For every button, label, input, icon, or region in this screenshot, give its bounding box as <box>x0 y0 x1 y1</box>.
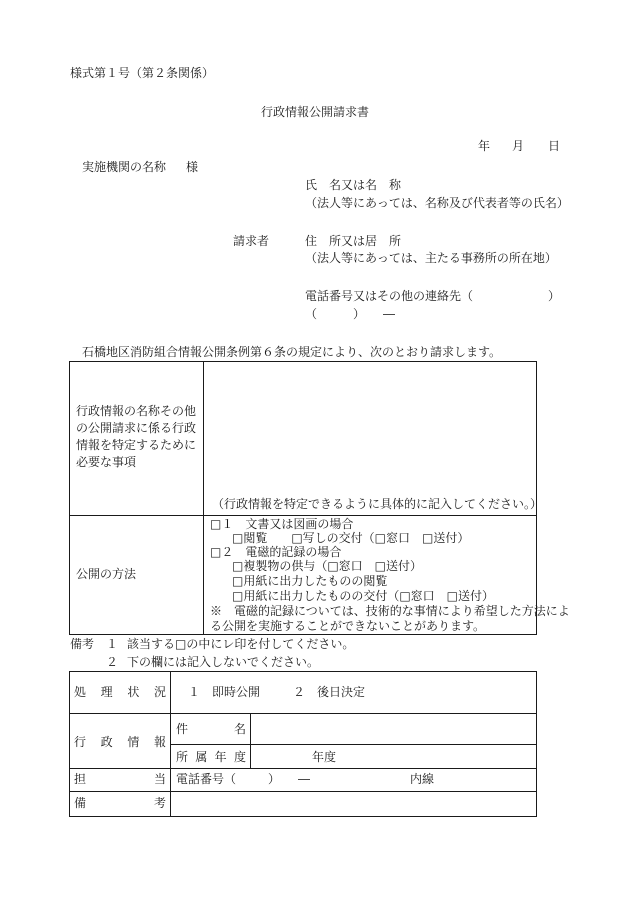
requester-address-label: 住 所又は居 所 <box>305 234 402 248</box>
remarks-text-2: 下の欄には記入しないでください。 <box>127 655 320 669</box>
requester-address-note: （法人等にあっては、主たる事務所の所在地） <box>305 251 557 265</box>
method-electronic-print-view[interactable]: □用紙に出力したものの閲覧 <box>232 574 388 588</box>
remarks-num-1: １ <box>106 637 119 651</box>
info-item-note: （行政情報を特定できるように具体的に記入してください。） <box>212 497 543 511</box>
info-item-label: 行政情報の名称その他の公開請求に係る行政情報を特定するために必要な事項 <box>76 404 197 469</box>
dept-year-label: 所属年度 <box>176 750 246 764</box>
recipient-label: 実施機関の名称 <box>82 160 167 174</box>
staff-label: 担当 <box>74 772 166 786</box>
info-item-field[interactable] <box>205 363 535 493</box>
date-year: 年 <box>478 139 491 153</box>
document-title: 行政情報公開請求書 <box>260 105 369 119</box>
method-documents-options[interactable]: □閲覧 □写しの交付（□窓口 □送付） <box>232 531 470 545</box>
staff-phone-rest: ） ― <box>268 772 311 786</box>
requester-name-label: 氏 名又は名 称 <box>305 178 402 192</box>
remarks-num-2: ２ <box>106 655 119 669</box>
requester-phone-format: （ ） ― <box>305 307 396 321</box>
date-day: 日 <box>548 139 561 153</box>
date-month: 月 <box>512 139 525 153</box>
remarks-label: 備考 <box>70 637 95 651</box>
nendo-label: 年度 <box>312 750 337 764</box>
status-option-immediate: １ 即時公開 <box>188 685 261 699</box>
method-electronic-copy[interactable]: □複製物の供与（□窓口 □送付） <box>232 559 423 573</box>
method-note-line1: ※ 電磁的記録については、技術的な事情により希望した方法によ <box>210 604 570 618</box>
memo-label: 備考 <box>74 796 166 810</box>
staff-extension: 内線 <box>410 772 435 786</box>
method-note-line2: る公開を実施することができないことがあります。 <box>210 619 486 633</box>
method-electronic[interactable]: □２ 電磁的記録の場合 <box>210 545 342 559</box>
subject-label: 件名 <box>176 722 246 736</box>
form-number-label: 様式第１号（第２条関係） <box>70 66 215 80</box>
requester-name-note: （法人等にあっては、名称及び代表者等の氏名） <box>305 196 569 210</box>
info-label: 行政情報 <box>74 735 166 749</box>
status-option-later: ２ 後日決定 <box>293 685 366 699</box>
disclosure-method-label: 公開の方法 <box>76 567 137 581</box>
recipient-honorific: 様 <box>186 160 199 174</box>
method-documents[interactable]: □１ 文書又は図画の場合 <box>210 517 354 531</box>
requester-phone-close: ） <box>548 289 561 303</box>
request-statement: 石橋地区消防組合情報公開条例第６条の規定により、次のとおり請求します。 <box>82 345 502 359</box>
requester-phone-label: 電話番号又はその他の連絡先（ <box>305 289 474 303</box>
remarks-text-1: 該当する□の中にレ印を付してください。 <box>127 637 355 651</box>
requester-label: 請求者 <box>233 234 270 248</box>
status-label: 処理状況 <box>74 685 166 699</box>
method-electronic-print-deliver[interactable]: □用紙に出力したものの交付（□窓口 □送付） <box>232 589 495 603</box>
staff-phone-label: 電話番号（ <box>176 772 237 786</box>
